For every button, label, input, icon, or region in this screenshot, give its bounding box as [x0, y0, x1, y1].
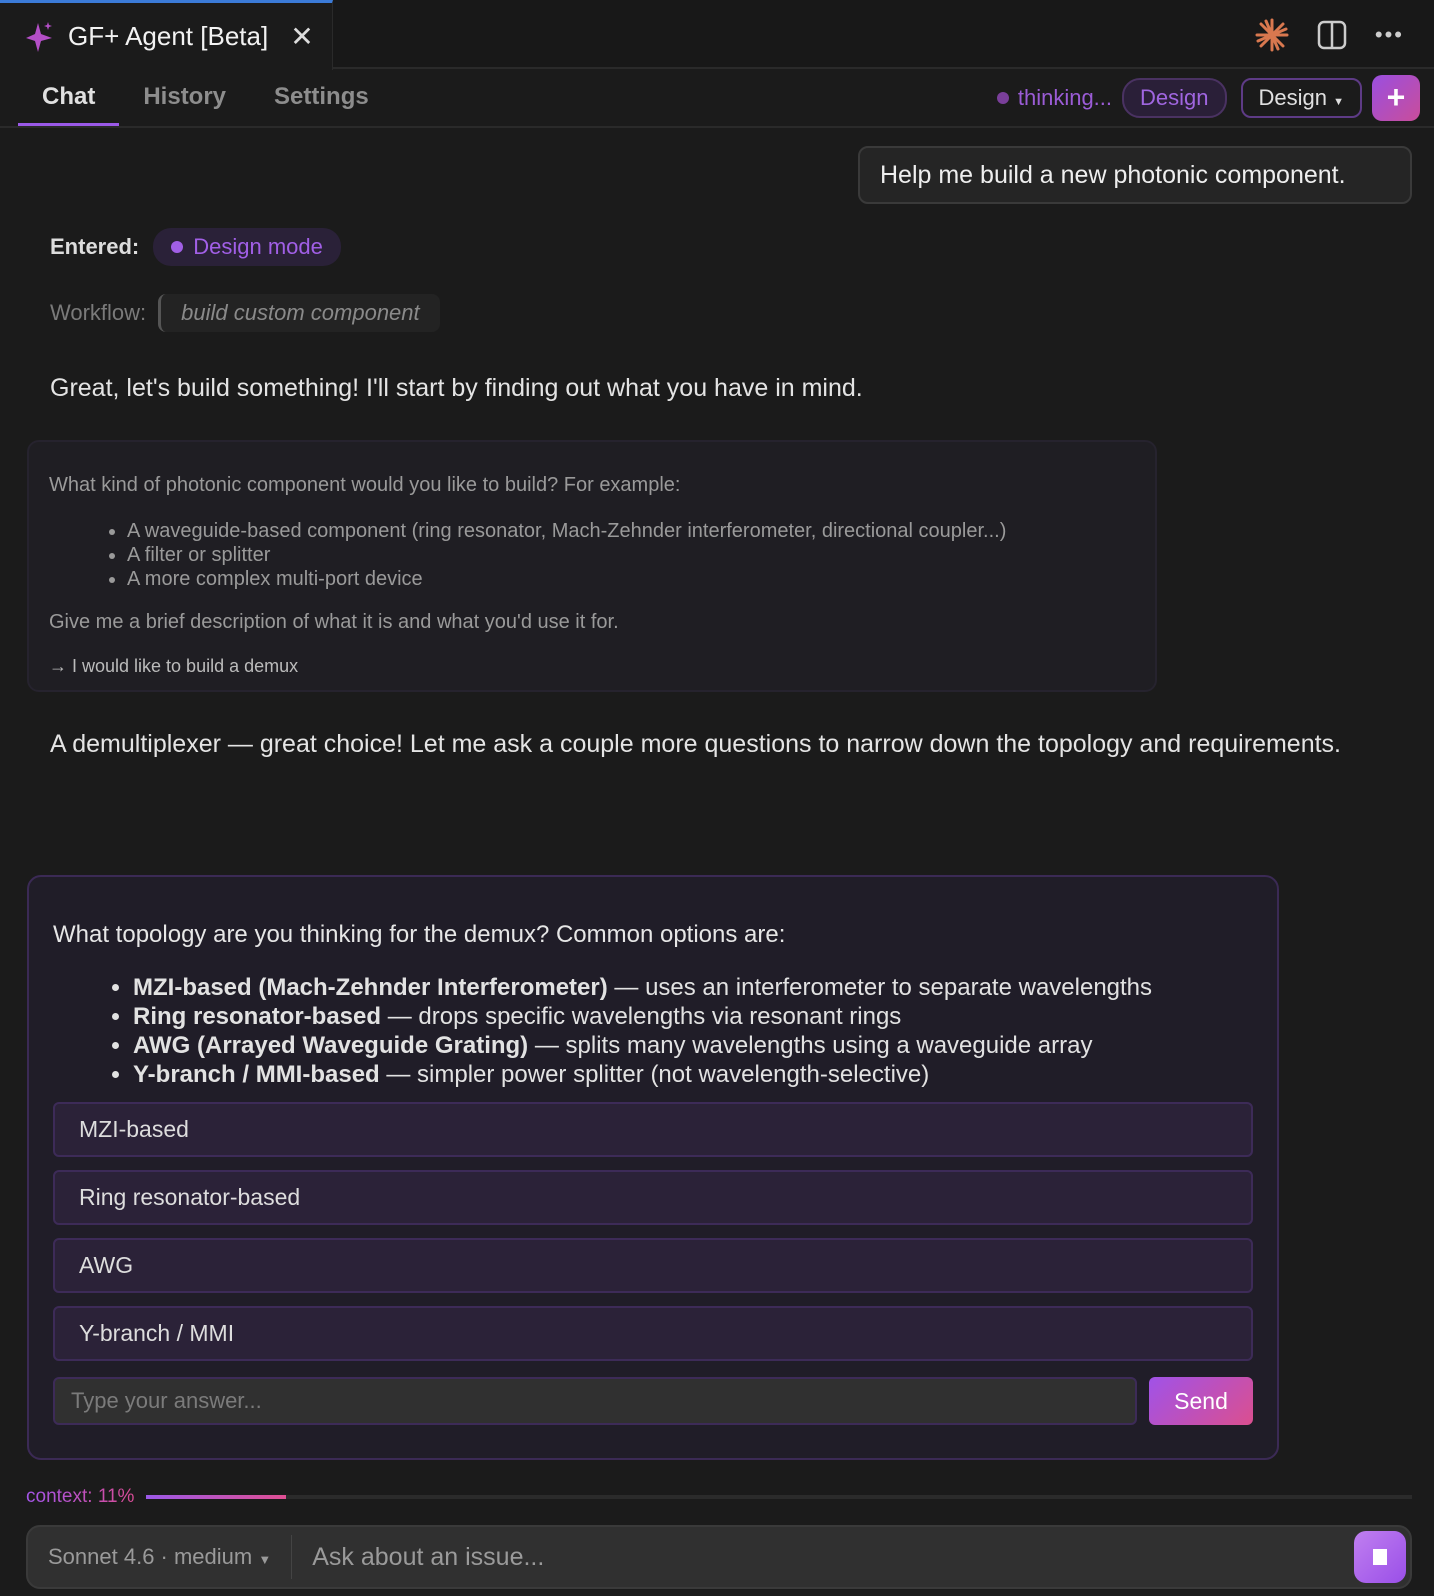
- dot-icon: [171, 241, 183, 253]
- list-item: • A more complex multi-port device: [127, 567, 1135, 591]
- context-bar: [146, 1495, 1412, 1499]
- divider: [0, 126, 1434, 128]
- workflow-value: build custom component: [158, 294, 439, 332]
- mode-dropdown[interactable]: [1241, 78, 1363, 118]
- tab-chat[interactable]: Chat: [18, 69, 119, 127]
- chevron-down-icon: ▼: [258, 1552, 272, 1567]
- user-message: Help me build a new photonic component.: [858, 146, 1412, 204]
- send-button[interactable]: Send: [1149, 1377, 1253, 1425]
- option-awg[interactable]: AWG: [53, 1238, 1253, 1293]
- entered-label: Entered:: [50, 234, 140, 259]
- question-card-answered: [27, 440, 1157, 692]
- mode-dropdown-value: Design: [1258, 85, 1327, 110]
- chat-input[interactable]: [292, 1543, 1354, 1572]
- stop-button[interactable]: [1354, 1531, 1406, 1583]
- context-meter: [26, 1486, 1412, 1508]
- tab-history[interactable]: History: [143, 83, 227, 110]
- agent-tab[interactable]: [0, 0, 333, 70]
- question-card: [27, 875, 1279, 1460]
- claude-starburst-icon[interactable]: [1255, 18, 1289, 52]
- mode-badge: Design: [1122, 78, 1226, 118]
- tab-settings[interactable]: Settings: [274, 83, 369, 110]
- model-selector[interactable]: [28, 1535, 292, 1579]
- question-text: What topology are you thinking for the demux? Common options are:: [53, 921, 786, 948]
- list-item: • MZI-based (Mach-Zehnder Interferometer) — uses an interferometer to separate wavelengths: [133, 973, 1253, 1002]
- chevron-down-icon: ▼: [1333, 96, 1344, 108]
- split-editor-icon[interactable]: [1317, 20, 1347, 50]
- assistant-message: Great, let's build something! I'll start by finding out what you have in mind.: [50, 374, 863, 402]
- option-ring-resonator[interactable]: Ring resonator-based: [53, 1170, 1253, 1225]
- answer-input[interactable]: [53, 1377, 1137, 1425]
- list-item: • Y-branch / MMI-based — simpler power splitter (not wavelength-selective): [133, 1060, 1253, 1089]
- list-item: • A waveguide-based component (ring resonator, Mach-Zehnder interferometer, directional coupler...): [127, 519, 1135, 543]
- followup-text: Give me a brief description of what it is and what you'd use it for.: [49, 611, 619, 633]
- option-mzi[interactable]: MZI-based: [53, 1102, 1253, 1157]
- new-chat-button[interactable]: +: [1372, 75, 1420, 121]
- close-tab-icon[interactable]: ✕: [290, 21, 314, 52]
- assistant-message: A demultiplexer — great choice! Let me ask a couple more questions to narrow down the topology and requirements.: [50, 730, 1341, 758]
- stop-icon: [1373, 1549, 1387, 1565]
- workflow-label: Workflow:: [50, 300, 147, 325]
- user-answer: → I would like to build a demux: [49, 656, 299, 676]
- option-y-branch-mmi[interactable]: Y-branch / MMI: [53, 1306, 1253, 1361]
- list-item: • AWG (Arrayed Waveguide Grating) — splits many wavelengths using a waveguide array: [133, 1031, 1253, 1060]
- status-dot-icon: [997, 92, 1009, 104]
- context-label: context: 11%: [26, 1486, 135, 1507]
- more-actions-icon[interactable]: •••: [1374, 22, 1404, 47]
- composer: [26, 1525, 1412, 1589]
- tab-title: GF+ Agent [Beta]: [68, 21, 269, 51]
- context-bar-fill: [146, 1495, 285, 1499]
- mode-chip: [153, 228, 341, 266]
- status-text: thinking...: [1017, 85, 1113, 110]
- mode-chip-label: Design mode: [193, 234, 323, 259]
- sparkle-icon: [26, 21, 54, 53]
- thinking-status: [997, 85, 1112, 111]
- list-item: • A filter or splitter: [127, 543, 1135, 567]
- model-label: Sonnet 4.6 · medium: [48, 1544, 253, 1569]
- list-item: • Ring resonator-based — drops specific wavelengths via resonant rings: [133, 1002, 1253, 1031]
- question-text: What kind of photonic component would you like to build? For example:: [49, 474, 681, 496]
